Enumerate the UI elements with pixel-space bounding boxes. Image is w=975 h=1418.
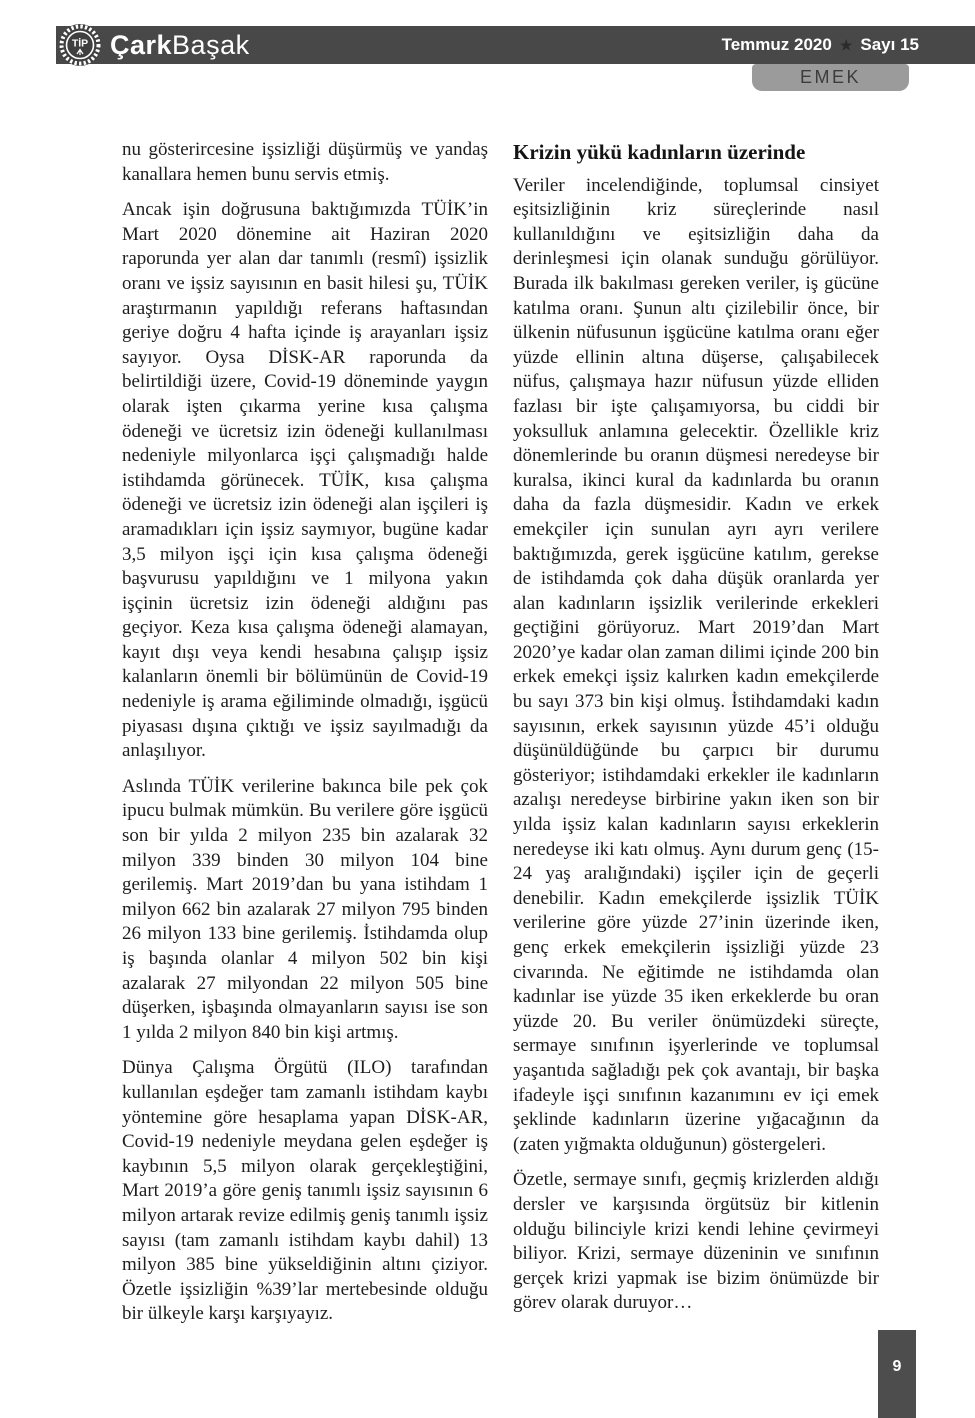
- section-tab-emek: [752, 64, 909, 91]
- brand-title-bold: Çark: [110, 29, 173, 60]
- tip-party-logo-icon: [58, 23, 102, 67]
- issue-date: Temmuz 2020: [721, 35, 832, 54]
- svg-text:TİP: TİP: [71, 37, 89, 50]
- article-paragraph: Aslında TÜİK verilerine bakınca bile pek çok ipucu bulmak mümkün. Bu verilere göre işgücü son bir yılda 2 milyon 235 bin azalarak 32 milyon 339 binden 30 milyon 104 bine gerilemiş. Mart 2019’dan bu yana istihdam 1 milyon 662 bin azalarak 27 milyon 795 binden 26 milyon 133 bine gerilemiş. İstihdamda olup iş başında olanlar 4 milyon 502 bin kişi azalarak 27 milyondan 22 milyon 505 bine düşerken, işbaşında olmayanların sayısı ise son 1 yılda 2 milyon 840 bin kişi artmış.: [122, 775, 488, 1043]
- article-paragraph: Ancak işin doğrusuna baktığımızda TÜİK’in Mart 2020 dönemine ait Haziran 2020 raporunda yer alan dar tanımlı (resmî) işsizlik oranı ve işsiz sayısının en basit hilesi şu, TÜİK araştırmanın yapıldığı referans haftasından geriye doğru 4 hafta içinde iş arayanları işsiz sayıyor. Oysa DİSK-AR raporunda da belirtildiği üzere, Covid-19 döneminde yaygın olarak işten çıkarma yerine kısa çalışma ödeneği ve ücretsiz izin ödeneği kullanılması nedeniyle milyonlarca işçi çalışmadığı halde istihdamda görünecek. TÜİK, kısa çalışma ödeneği ve ücretsiz izin ödeneği alan işçileri iş aramadıkları için işsiz saymıyor, bugüne kadar 3,5 milyon işçi için kısa çalışma ödeneği başvurusu yapıldığını ve 1 milyona yakın işçinin ücretsiz izin ödeneği aldığını pas geçiyor. Keza kısa çalışma ödeneği alamayan, kayıt dışı veya kendi hesabına çalışıp işsiz kalanların önemli bir bölümünün de Covid-19 nedeniyle iş arama eğiliminde olmadığı, işgücü piyasası dışına çıktığı ve işsiz sayılmadığı da anlaşılıyor.: [122, 199, 488, 762]
- article-left-column: [122, 138, 488, 1338]
- star-icon: ★: [839, 37, 853, 53]
- page-number-badge: [878, 1330, 916, 1418]
- article-paragraph: Dünya Çalışma Örgütü (ILO) tarafından kullanılan eşdeğer tam zamanlı istihdam kaybı yöntemine göre hesaplama yapan DİSK-AR, Covid-19 nedeniyle meydana gelen eşdeğer iş kaybının 5,5 milyon olarak gerçekleştiğini, Mart 2019’a göre geniş tanımlı işsiz sayısının 6 milyon artarak revize edilmiş geniş tanımlı işsiz sayısı (tam zamanlı istihdam kaybı dahil) 13 milyon 385 bine yükseldiğinin altını çiziyor. Özetle işsizliğin %39’lar mertebesinde olduğu bir ülkeyle karşı karşıyayız.: [122, 1057, 488, 1325]
- header-bar: [56, 26, 975, 64]
- article-paragraph: Veriler incelendiğinde, toplumsal cinsiyet eşitsizliğinin kriz süreçlerinde nasıl kullanıldığını ve eşitsizliğin daha da derinleşmesi için olanak sunduğu görülüyor. Burada ilk bakılması gereken veriler, iş gücüne katılma oranı. Şunun altı çizilebilir önce, bir ülkenin nüfusunun işgücüne katılma oranı eğer yüzde ellinin altına düşerse, çalışabilecek nüfus, çalışmaya hazır nüfusun yüzde elliden fazlası bir işte çalışamıyorsa, bu ciddi bir yoksulluk anlamına gelecektir. Özellikle kriz dönemlerinde bu oranın düşmesi neredeyse bir kuralsa, ikinci kural da kadınlarda bu oranın daha da fazla düşmesidir. Kadın ve erkek emekçiler için sunulan ayrı ayrı verilere baktığımızda, gerek işgücüne katılım, gerekse de istihdamda çok daha düşük oranlarda yer alan kadınların işsizlik verilerinde erkekleri geçtiğini görüyoruz. Mart 2019’dan Mart 2020’ye kadar olan zaman dilimi içinde 200 bin erkek emekçi işsiz kalırken kadın emekçilerde bu sayı 373 bin kişi olmuş. İstihdamdaki kadın sayısının, erkek sayısının yüzde 45’i olduğu düşünüldüğünde bu çarpıcı bir durumu gösteriyor; istihdamdaki erkekler ile kadınların azalışı neredeyse birbirine yakın iken son bir yılda işsiz kalan kadınların sayısı erkeklerin neredeyse iki katı olmuş. Aynı durum genç (15-24 yaş aralığındaki) işçiler için de geçerli denebilir. Kadın emekçilerde işsizlik TÜİK verilerine göre yüzde 27’inin üzerinde iken, genç erkek emekçilerin işsizliği yüzde 23 civarında. Ne eğitimde ne istihdamda olan kadınlar ise yüzde 35 iken erkeklerde bu oran yüzde 20. Bu veriler önümüzdeki süreçte, sermaye sınıfının işyerlerinde ve toplumsal yaşantıda sağladığı pek çok avantajı, bir başka ifadeyle işçi sınıfının kazanımını ev içi emek şeklinde kadınların üzerine yığacağının da (zaten yığmakta olduğunun) göstergeleri.: [513, 174, 879, 1155]
- article-right-column: [513, 138, 879, 1327]
- article-paragraph: nu gösterircesine işsizliği düşürmüş ve yandaş kanallara hemen bunu servis etmiş.: [122, 139, 488, 185]
- page-number: 9: [892, 1358, 902, 1375]
- article-heading: Krizin yükü kadınların üzerinde: [513, 140, 806, 164]
- brand-title-regular: Başak: [172, 29, 250, 60]
- brand-title: [110, 30, 250, 61]
- article-paragraph: Özetle, sermaye sınıfı, geçmiş krizlerden aldığı dersler ve karşısında örgütsüz bir kitlenin olduğu bilinciyle krizi kendi lehine çevirmeyi biliyor. Krizi, sermaye düzeninin ve sınıfının gerçek krizi yapmak ise bizim önümüzde bir görev olarak duruyor…: [513, 1169, 879, 1314]
- article-right-paragraphs: [513, 174, 879, 1316]
- issue-info: [722, 35, 919, 55]
- issue-number: Sayı 15: [860, 35, 919, 54]
- section-tab-label: EMEK: [799, 67, 861, 87]
